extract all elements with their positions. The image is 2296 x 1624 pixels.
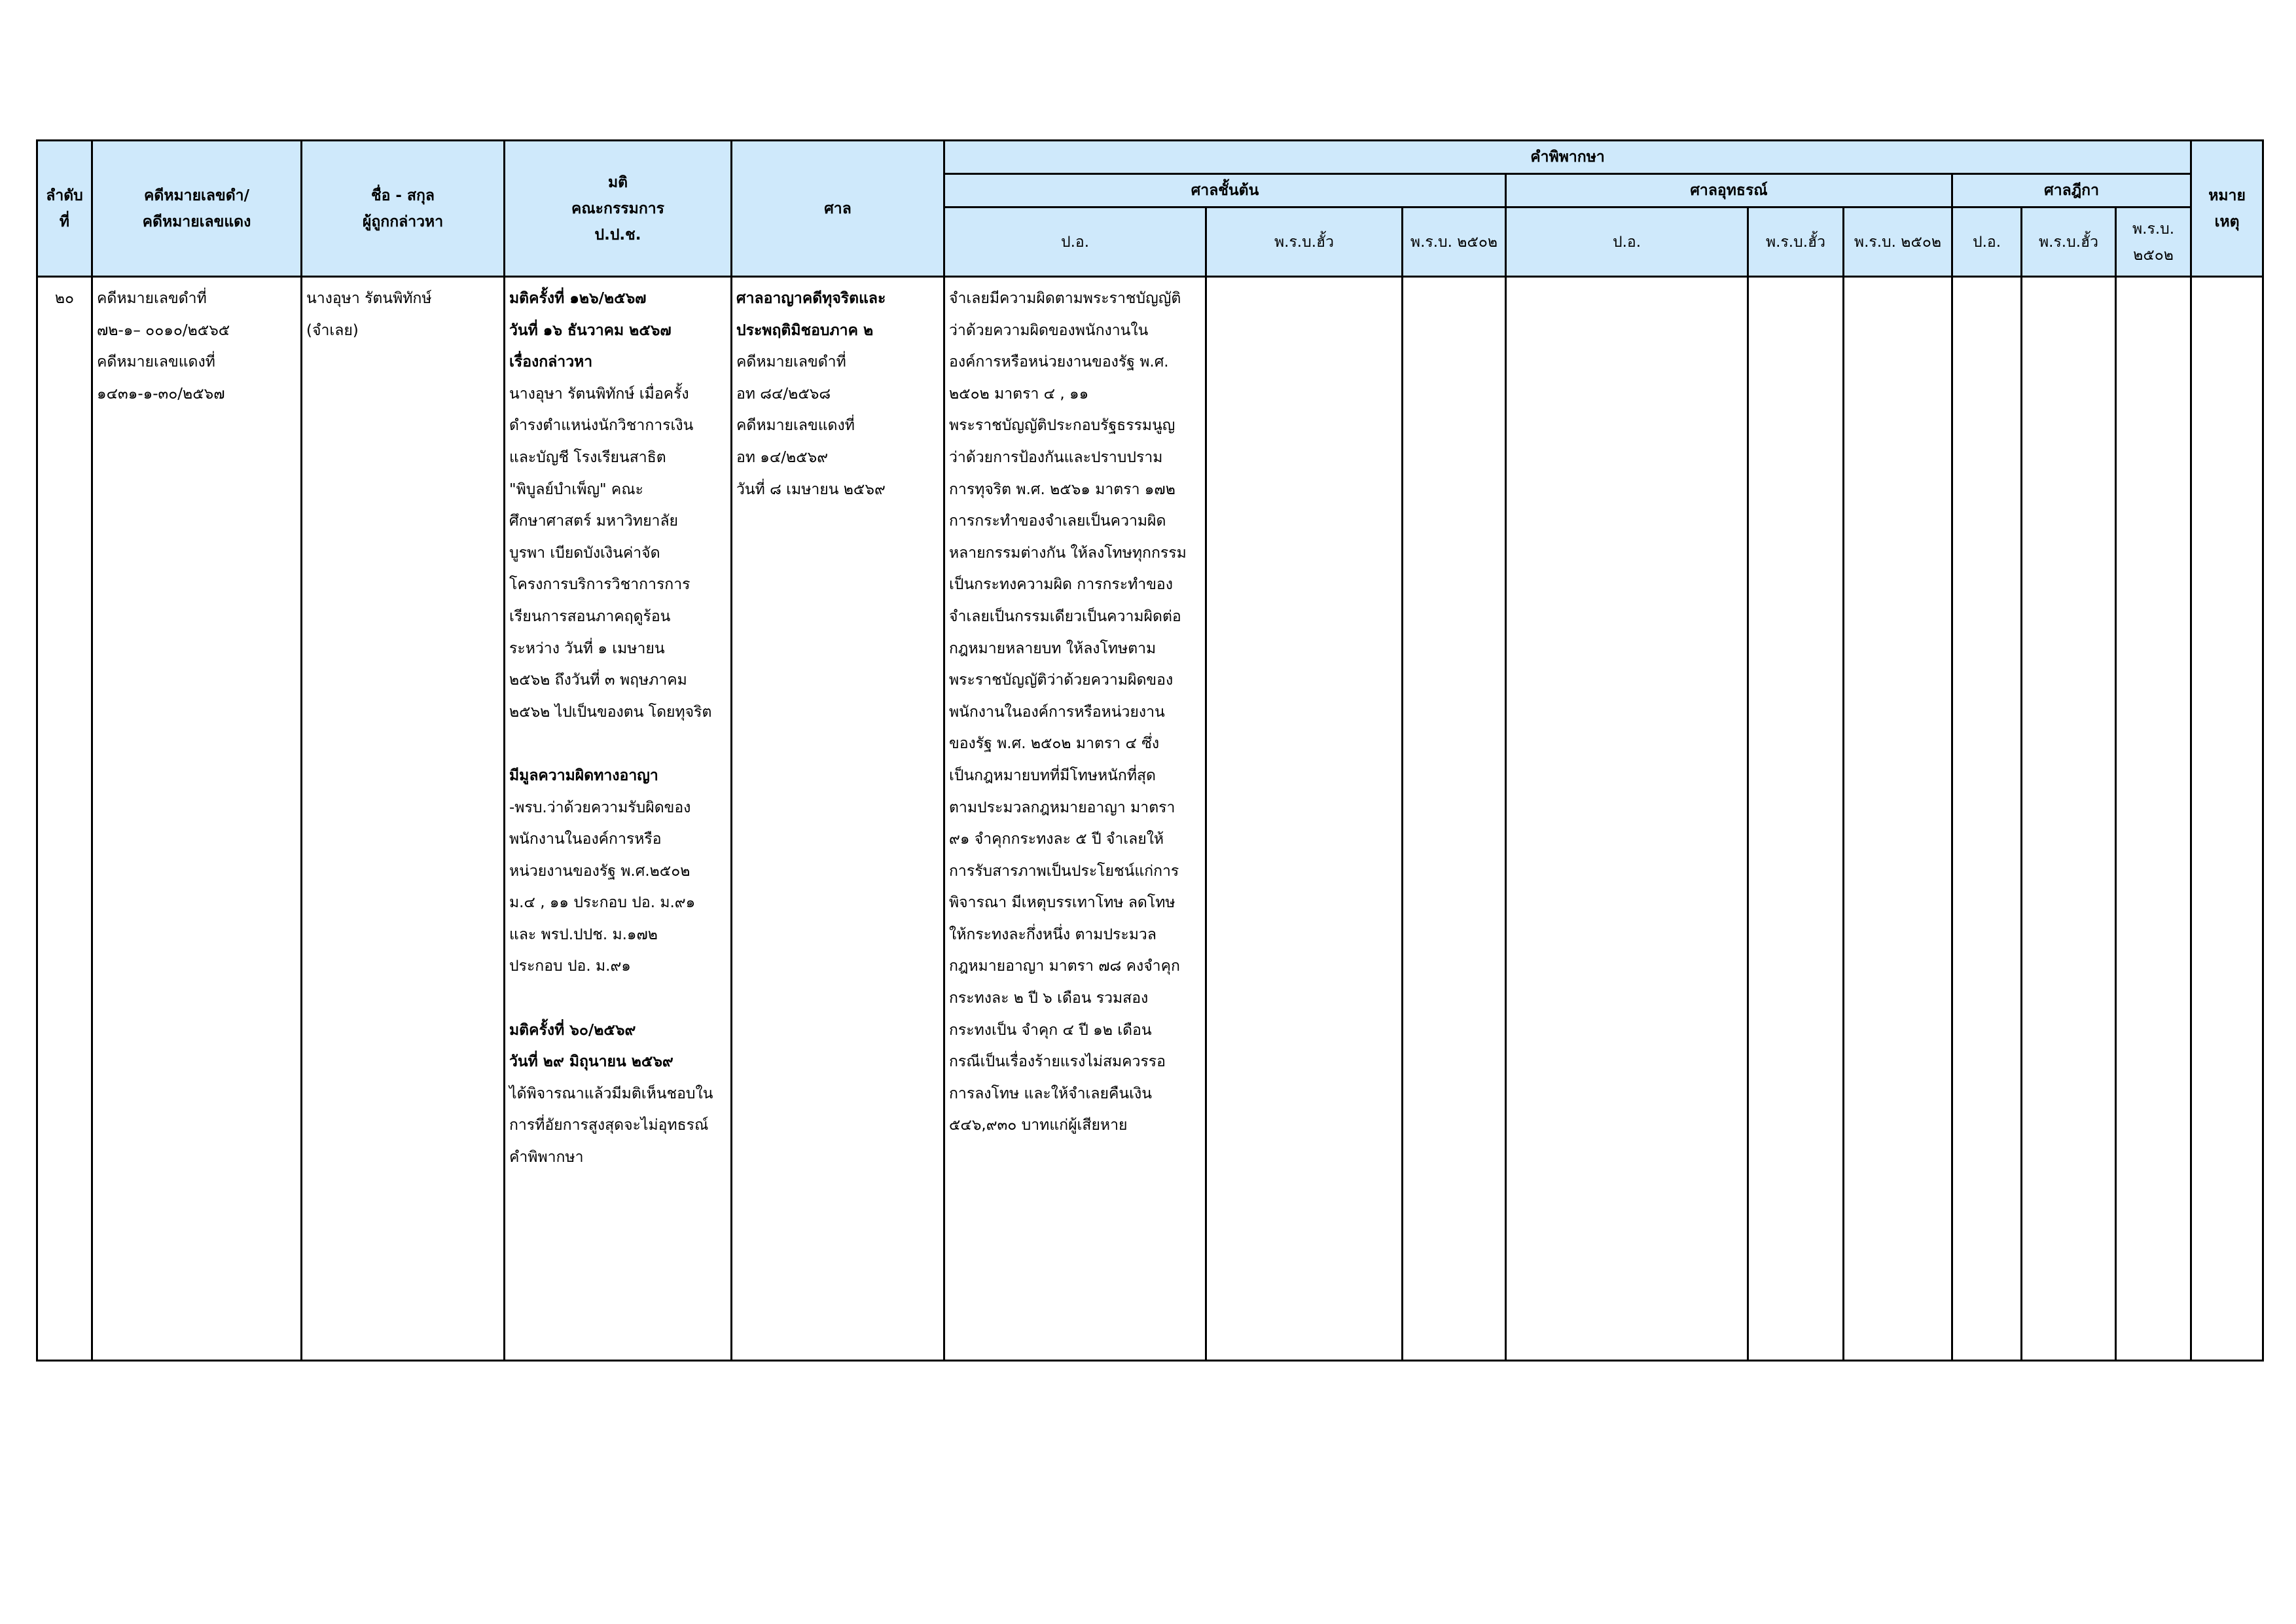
po-line: การลงโทษ และให้จำเลยคืนเงิน [949,1085,1152,1102]
res-line: ดำรงตำแหน่งนักวิชาการเงิน [509,417,694,435]
header-first-prb-2502: พ.ร.บ. ๒๕๐๒ [1403,208,1506,277]
res-line: มีมูลความผิดทางอาญา [509,767,658,784]
res-line: มติครั้งที่ ๑๒๖/๒๕๖๗ [509,290,647,307]
cell-court [732,277,944,1361]
po-line: เป็นกระทงความผิด การกระทำของ [949,576,1173,594]
court-line: อท ๘๔/๒๕๖๘ [736,385,831,403]
res-line: วันที่ ๒๙ มิถุนายน ๒๕๖๙ [509,1053,673,1071]
po-line: ว่าด้วยความผิดของพนักงานใน [949,321,1149,339]
cell-name: นางอุษา รัตนพิทักษ์ (จำเลย) [302,277,505,1361]
po-line: ๕๔๖,๙๓๐ บาทแก่ผู้เสียหาย [949,1117,1128,1134]
res-line: เรียนการสอนภาคฤดูร้อน [509,607,671,625]
po-line: องค์การหรือหน่วยงานของรัฐ พ.ศ. [949,353,1169,371]
header-supreme-po: ป.อ. [1952,208,2022,277]
court-line: คดีหมายเลขดำที่ [736,353,846,371]
res-line: วันที่ ๑๖ ธันวาคม ๒๕๖๗ [509,321,672,339]
po-line: ๙๑ จำคุกกระทงละ ๕ ปี จำเลยให้ [949,831,1164,848]
header-appeal-prb-fraud: พ.ร.บ.ฮั้ว [1748,208,1844,277]
res-line: -พรบ.ว่าด้วยความรับผิดของ [509,799,691,816]
res-line: การที่อัยการสูงสุดจะไม่อุทธรณ์ [509,1117,709,1134]
res-line: เรื่องกล่าวหา [509,353,593,371]
court-line: ศาลอาญาคดีทุจริตและ [736,290,886,307]
judgment-table-sheet [36,139,2262,1362]
res-line: ๒๕๖๒ ถึงวันที่ ๓ พฤษภาคม [509,672,687,689]
cell-appeal-prb-fraud [1748,277,1844,1361]
header-first-po: ป.อ. [944,208,1206,277]
header-supreme-prb-2502: พ.ร.บ. ๒๕๐๒ [2116,208,2191,277]
po-line: การทุจริต พ.ศ. ๒๕๖๑ มาตรา ๑๗๒ [949,480,1175,498]
po-line: หลายกรรมต่างกัน ให้ลงโทษทุกกรรม [949,544,1187,562]
res-line: ประกอบ ปอ. ม.๙๑ [509,958,631,975]
court-line: ประพฤติมิชอบภาค ๒ [736,321,874,339]
header-court-first: ศาลชั้นต้น [944,174,1506,208]
court-line: วันที่ ๘ เมษายน ๒๕๖๙ [736,480,886,498]
cell-supreme-prb-2502 [2116,277,2191,1361]
header-court-appeal: ศาลอุทธรณ์ [1506,174,1952,208]
po-line: เป็นกฎหมายบทที่มีโทษหนักที่สุด [949,767,1156,784]
judgment-table [36,139,2264,1362]
res-line: คำพิพากษา [509,1149,584,1166]
po-line: กฎหมายหลายบท ให้ลงโทษตาม [949,640,1157,657]
header-supreme-prb-fraud: พ.ร.บ.ฮั้ว [2022,208,2116,277]
po-line: การรับสารภาพเป็นประโยชน์แก่การ [949,862,1179,880]
po-line: ๒๕๐๒ มาตรา ๔ , ๑๑ [949,385,1089,403]
header-first-prb-fraud: พ.ร.บ.ฮั้ว [1206,208,1403,277]
po-line: พระราชบัญญัติว่าด้วยความผิดของ [949,672,1174,689]
res-line: และ พรป.ปปช. ม.๑๗๒ [509,926,658,943]
cell-resolution [505,277,732,1361]
cell-remark [2191,277,2263,1361]
header-court: ศาล [732,141,944,277]
header-appeal-po: ป.อ. [1506,208,1748,277]
po-line: ว่าด้วยการป้องกันและปราบปราม [949,448,1163,466]
res-line: และบัญชี โรงเรียนสาธิต [509,448,666,466]
cell-appeal-po [1506,277,1748,1361]
res-line: โครงการบริการวิชาการการ [509,576,691,594]
po-line: การกระทำของจำเลยเป็นความผิด [949,513,1166,530]
res-line: หน่วยงานของรัฐ พ.ศ.๒๕๐๒ [509,862,691,880]
cell-first-po [944,277,1206,1361]
po-line: กระทงเป็น จำคุก ๔ ปี ๑๒ เดือน [949,1021,1152,1039]
po-line: กฎหมายอาญา มาตรา ๗๘ คงจำคุก [949,958,1180,975]
cell-supreme-prb-fraud [2022,277,2116,1361]
po-line: กระทงละ ๒ ปี ๖ เดือน รวมสอง [949,990,1149,1007]
cell-supreme-po [1952,277,2022,1361]
cell-first-prb-fraud [1206,277,1403,1361]
po-line: ตามประมวลกฎหมายอาญา มาตรา [949,799,1175,816]
po-line: กรณีเป็นเรื่องร้ายแรงไม่สมควรรอ [949,1053,1166,1071]
po-line: จำเลยมีความผิดตามพระราชบัญญัติ [949,290,1181,307]
res-line: ระหว่าง วันที่ ๑ เมษายน [509,640,665,657]
res-line: "พิบูลย์บำเพ็ญ" คณะ [509,480,644,498]
cell-first-prb-2502 [1403,277,1506,1361]
table-row [37,277,2263,1361]
res-line [509,728,728,760]
court-line: อท ๑๔/๒๕๖๙ [736,448,829,466]
po-line: ให้กระทงละกึ่งหนึ่ง ตามประมวล [949,926,1157,943]
res-line: พนักงานในองค์การหรือ [509,831,662,848]
header-name: ชื่อ - สกุล ผู้ถูกกล่าวหา [302,141,505,277]
cell-appeal-prb-2502 [1844,277,1952,1361]
header-no: ลำดับ ที่ [37,141,92,277]
res-line: ศึกษาศาสตร์ มหาวิทยาลัย [509,513,679,530]
res-line: นางอุษา รัตนพิทักษ์ เมื่อครั้ง [509,385,689,403]
header-appeal-prb-2502: พ.ร.บ. ๒๕๐๒ [1844,208,1952,277]
po-line: พนักงานในองค์การหรือหน่วยงาน [949,703,1165,721]
header-court-supreme: ศาลฎีกา [1952,174,2191,208]
res-line [509,983,728,1015]
header-remark: หมาย เหตุ [2191,141,2263,277]
header-case-no: คดีหมายเลขดำ/ คดีหมายเลขแดง [92,141,302,277]
po-line: ของรัฐ พ.ศ. ๒๕๐๒ มาตรา ๔ ซึ่ง [949,735,1160,753]
po-line: จำเลยเป็นกรรมเดียวเป็นความผิดต่อ [949,607,1181,625]
header-judgment: คำพิพากษา [944,141,2191,174]
cell-no: ๒๐ [37,277,92,1361]
cell-case-no: คดีหมายเลขดำที่ ๗๒-๑– ๐๐๑๐/๒๕๖๕ คดีหมายเลขแดงที่ ๑๔๓๑-๑-๓๐/๒๕๖๗ [92,277,302,1361]
res-line: ได้พิจารณาแล้วมีมติเห็นชอบใน [509,1085,713,1102]
po-line: พระราชบัญญัติประกอบรัฐธรรมนูญ [949,417,1175,435]
res-line: บูรพา เบียดบังเงินค่าจัด [509,544,660,562]
court-line: คดีหมายเลขแดงที่ [736,417,855,435]
header-resolution: มติ คณะกรรมการ ป.ป.ช. [505,141,732,277]
res-line: ๒๕๖๒ ไปเป็นของตน โดยทุจริต [509,703,712,721]
po-line: พิจารณา มีเหตุบรรเทาโทษ ลดโทษ [949,894,1175,912]
res-line: ม.๔ , ๑๑ ประกอบ ปอ. ม.๙๑ [509,894,696,912]
res-line: มติครั้งที่ ๖๐/๒๕๖๙ [509,1021,636,1039]
